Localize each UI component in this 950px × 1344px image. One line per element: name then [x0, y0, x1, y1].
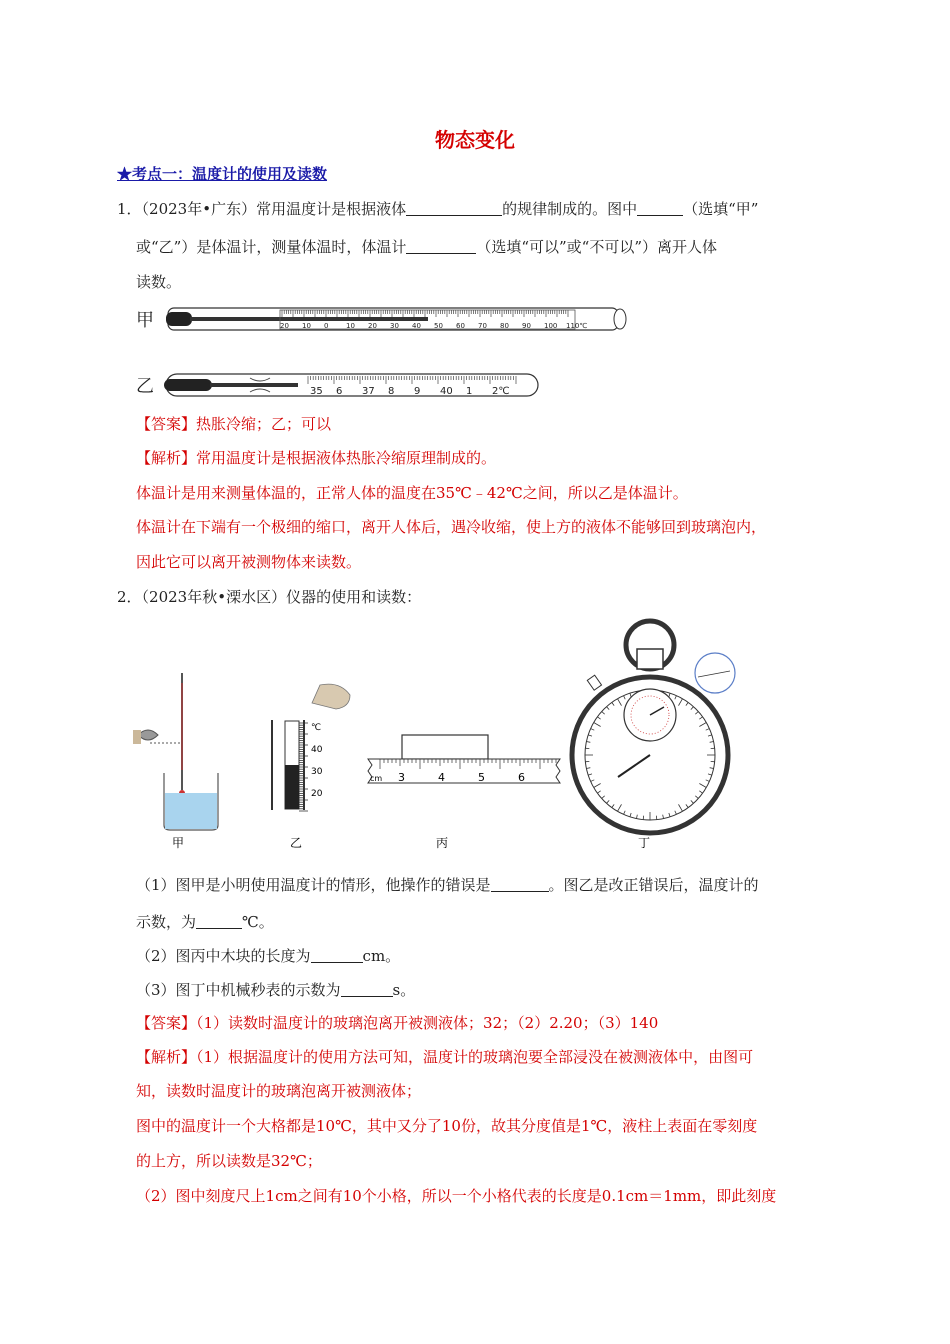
fig-label-ding: 丁: [638, 836, 651, 850]
q2-part1-line2: 示数，为 ℃。: [136, 913, 274, 931]
q2-part1-line1: （1）图甲是小明使用温度计的情形，他操作的错误是 。图乙是改正错误后，温度计的: [136, 876, 759, 894]
scale-label: 20: [280, 322, 289, 330]
q1-analysis3: 体温计在下端有一个极细的缩口，离开人体后，遇冷收缩，使上方的液体不能够回到玻璃泡内，: [136, 518, 767, 536]
therm-unit: ℃: [311, 723, 322, 733]
thermometer-figure: [160, 300, 640, 410]
blank[interactable]: [491, 877, 549, 892]
q1-analysis4: 因此它可以离开被测物体来读数。: [136, 553, 362, 571]
label-jia: 甲: [136, 310, 154, 331]
q2-stem: 2．（2023年秋•溧水区）仪器的使用和读数：: [117, 588, 422, 606]
q2-analysis5: （2）图中刻度尺上1cm之间有10个小格，所以一个小格代表的长度是0.1cm＝1mm，即此刻度: [136, 1187, 777, 1205]
blank[interactable]: [406, 239, 476, 254]
q2-part3: （3）图丁中机械秒表的示数为 s。: [136, 981, 416, 999]
scale-label: 9: [414, 386, 421, 397]
scale-label: 60: [456, 322, 465, 330]
scale-label: 10: [302, 322, 311, 330]
therm-tick-40: 40: [311, 745, 323, 755]
q1-line1: 1．（2023年•广东）常用温度计是根据液体 的规律制成的。图中 （选填“甲”: [117, 200, 759, 218]
ruler-3: 3: [398, 771, 405, 784]
scale-label: 10: [346, 322, 355, 330]
section-heading: ★考点一：温度计的使用及读数: [117, 165, 328, 183]
scale-label: 0: [324, 322, 329, 330]
q2-analysis1: 【解析】（1）根据温度计的使用方法可知，温度计的玻璃泡要全部浸没在被测液体中，由图可: [136, 1048, 754, 1066]
q2-answer: 【答案】（1）读数时温度计的玻璃泡离开被测液体；32；（2）2.20；（3）140: [136, 1014, 659, 1032]
stopwatch-drawing: [572, 621, 735, 833]
fig-label-bing: 丙: [436, 836, 449, 850]
lab-thermometer: [166, 308, 626, 330]
blank[interactable]: [341, 982, 393, 997]
ruler-6: 6: [518, 771, 525, 784]
instrument-figure: [130, 615, 750, 860]
scale-label: 1: [466, 386, 473, 397]
scale-label: 80: [500, 322, 509, 330]
scale-label: 8: [388, 386, 395, 397]
clinical-thermometer: [164, 374, 538, 397]
blank[interactable]: [196, 914, 242, 929]
q1-analysis2: 体温计是用来测量体温的，正常人体的温度在35℃﹣42℃之间，所以乙是体温计。: [136, 484, 688, 502]
therm-tick-30: 30: [311, 767, 323, 777]
q2-part2: （2）图丙中木块的长度为 cm。: [136, 947, 401, 965]
ruler-drawing: [368, 735, 560, 784]
scale-label: 110℃: [566, 322, 588, 330]
q1-answer: 【答案】热胀冷缩；乙；可以: [136, 415, 332, 433]
blank[interactable]: [311, 948, 363, 963]
scale-label: 40: [440, 386, 453, 397]
scale-label: 40: [412, 322, 421, 330]
q1-line3: 读数。: [136, 273, 182, 291]
blank[interactable]: [406, 201, 502, 216]
fig-label-jia: 甲: [172, 836, 185, 850]
scale-label: 37: [362, 386, 375, 397]
q2-analysis3: 图中的温度计一个大格都是10℃，其中又分了10份，故其分度值是1℃，液柱上表面在零刻度: [136, 1117, 758, 1135]
scale-label: 50: [434, 322, 443, 330]
scale-label: 20: [368, 322, 377, 330]
scale-label: 6: [336, 386, 343, 397]
fig-label-yi: 乙: [290, 836, 303, 850]
scale-label: 100: [544, 322, 558, 330]
q2-analysis4: 的上方，所以读数是32℃；: [136, 1152, 322, 1170]
scale-label: 90: [522, 322, 531, 330]
therm-tick-20: 20: [311, 789, 323, 799]
scale-label: 30: [390, 322, 399, 330]
q1-analysis1: 【解析】常用温度计是根据液体热胀冷缩原理制成的。: [136, 449, 497, 467]
ruler-5: 5: [478, 771, 485, 784]
ruler-unit: cm: [370, 774, 383, 783]
page-title: 物态变化: [435, 128, 515, 152]
q2-analysis2: 知，读数时温度计的玻璃泡离开被测液体；: [136, 1082, 422, 1100]
scale-label: 35: [310, 386, 323, 397]
scale-label: 70: [478, 322, 487, 330]
ruler-4: 4: [438, 771, 445, 784]
blank[interactable]: [637, 201, 683, 216]
scale-label: 2℃: [492, 386, 510, 397]
q1-line2: 或“乙”）是体温计，测量体温时，体温计 （选填“可以”或“不可以”）离开人体: [136, 238, 718, 256]
thermometer-yi-drawing: [272, 720, 323, 811]
label-yi: 乙: [136, 376, 154, 397]
